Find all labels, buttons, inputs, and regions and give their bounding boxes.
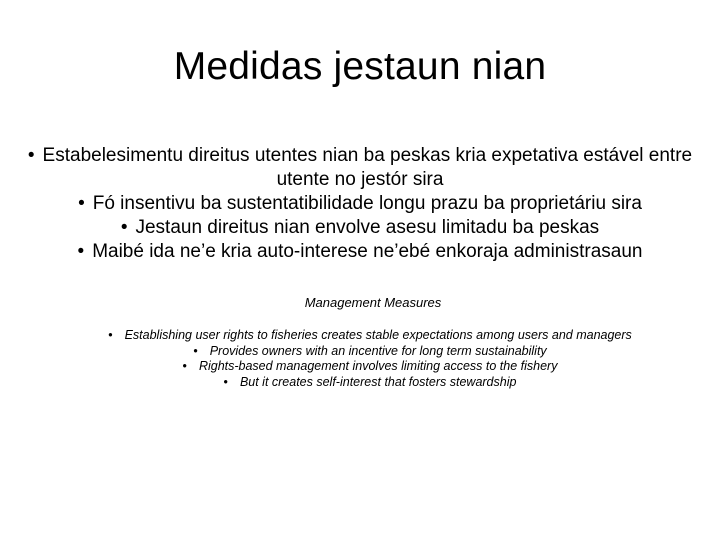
bullet-text: Jestaun direitus nian envolve asesu limitadu ba peskas — [135, 217, 600, 238]
bullet-text: But it creates self-interest that fosters stewardship — [239, 374, 517, 389]
main-bullet-list — [20, 144, 700, 264]
list-item — [20, 216, 700, 240]
list-item — [40, 359, 700, 375]
bullet-icon: • — [27, 145, 35, 166]
bullet-text: Fó insentivu ba sustentatibilidade longu prazu ba proprietáriu sira — [92, 193, 642, 214]
bullet-text: Estabelesimentu direitus utentes nian ba peskas kria expetativa estável entre utente no jestór sira — [42, 145, 693, 190]
bullet-text: Maibé ida ne’e kria auto-interese ne’ebé enkoraja administrasaun — [92, 241, 643, 262]
translation-bullet-list — [40, 328, 700, 390]
bullet-icon: • — [77, 241, 85, 262]
list-item — [20, 144, 700, 192]
bullet-icon: • — [223, 374, 228, 389]
list-item — [20, 192, 700, 216]
list-item — [40, 344, 700, 360]
list-item — [40, 375, 700, 391]
bullet-icon: • — [120, 217, 128, 238]
list-item — [20, 240, 700, 264]
bullet-icon: • — [182, 359, 187, 373]
bullet-icon: • — [193, 343, 198, 358]
bullet-text: Rights-based management involves limiting access to the fishery — [198, 359, 558, 373]
list-item — [40, 328, 700, 344]
bullet-text: Establishing user rights to fisheries creates stable expectations among users and managers — [124, 328, 632, 342]
translation-title: Management Measures — [304, 295, 442, 310]
slide-title: Medidas jestaun nian — [173, 45, 547, 88]
bullet-icon: • — [78, 193, 85, 214]
bullet-icon: • — [108, 328, 113, 342]
bullet-text: Provides owners with an incentive for long term sustainability — [209, 343, 547, 358]
